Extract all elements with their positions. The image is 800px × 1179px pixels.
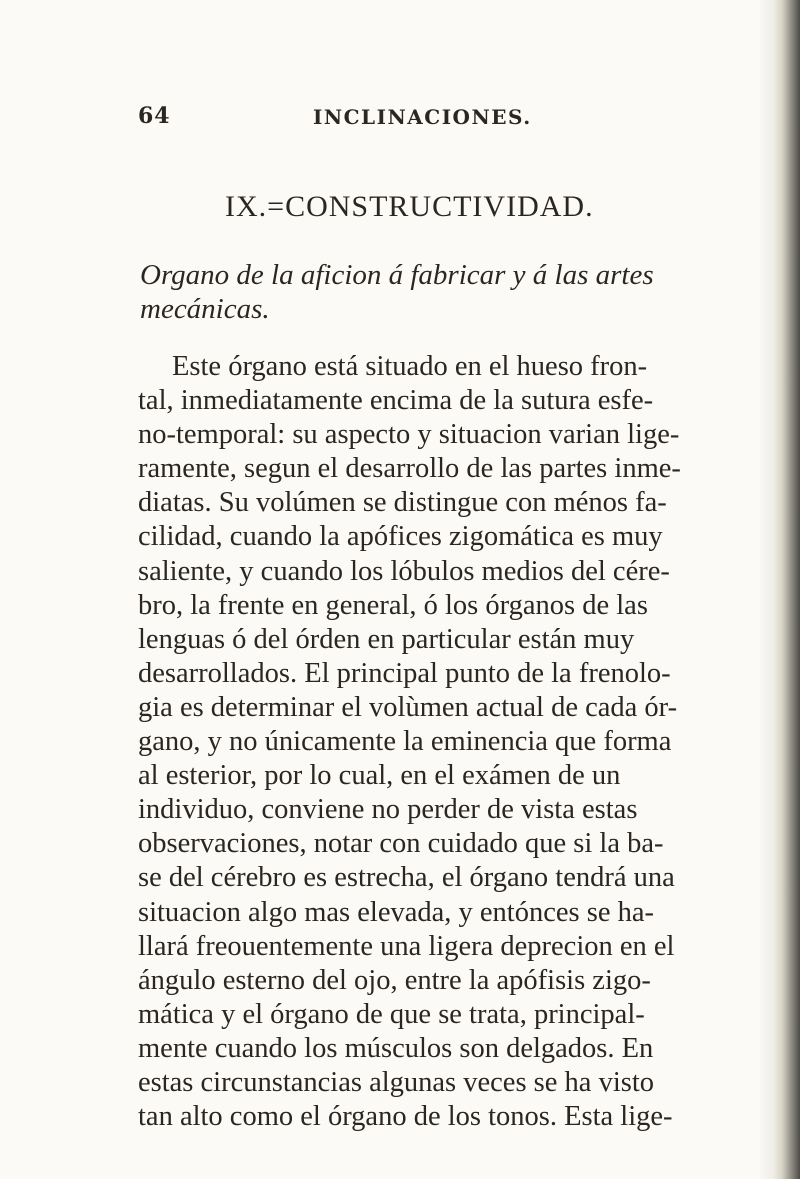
text-line: ramente, segun el desarrollo de las partes inme- <box>138 453 681 485</box>
text-line: Este órgano está situado en el hueso fron- <box>172 351 648 382</box>
text-line: al esterior, por lo cual, en el exámen de un <box>138 760 621 792</box>
binding-shadow <box>758 0 772 1179</box>
body-paragraph <box>138 350 718 1134</box>
text-line: desarrollados. El principal punto de la frenolo- <box>138 657 671 689</box>
text-line: diatas. Su volúmen se distingue con ménos fa- <box>138 487 667 519</box>
page-header <box>138 103 698 133</box>
text-line: tal, inmediatamente encima de la sutura esfe- <box>138 385 654 417</box>
text-line: mente cuando los músculos son delgados. En <box>138 1032 654 1064</box>
text-line: llará freouentemente una ligera deprecion en el <box>138 930 675 962</box>
text-line: individuo, conviene no perder de vista estas <box>138 794 638 826</box>
text-line: tan alto como el órgano de los tonos. Esta lige- <box>138 1101 673 1133</box>
text-line: estas circunstancias algunas veces se ha visto <box>138 1066 654 1098</box>
section-subtitle <box>140 258 700 326</box>
subtitle-line: mecánicas. <box>140 293 270 325</box>
text-line: ángulo esterno del ojo, entre la apófisis zigo- <box>138 964 651 996</box>
text-line: mática y el órgano de que se trata, principal- <box>138 998 645 1030</box>
text-line: gia es determinar el volùmen actual de cada ór- <box>138 691 678 723</box>
binding-edge <box>772 0 800 1179</box>
text-line: observaciones, notar con cuidado que si la ba- <box>138 828 664 860</box>
text-line: lenguas ó del órden en particular están muy <box>138 623 635 655</box>
text-line: gano, y no únicamente la eminencia que forma <box>138 726 672 758</box>
running-head: INCLINACIONES. <box>313 105 532 129</box>
text-line: se del cérebro es estrecha, el órgano tendrá una <box>138 862 675 894</box>
text-line: situacion algo mas elevada, y entónces se ha- <box>138 896 654 928</box>
text-line: no-temporal: su aspecto y situacion varian lige- <box>138 419 680 451</box>
text-line: saliente, y cuando los lóbulos medios del cére- <box>138 555 670 587</box>
subtitle-line: Organo de la aficion á fabricar y á las artes <box>140 259 654 291</box>
text-line: bro, la frente en general, ó los órganos de las <box>138 589 648 621</box>
section-title: IX.=CONSTRUCTIVIDAD. <box>225 190 594 223</box>
text-line: cilidad, cuando la apófices zigomática es muy <box>138 521 663 553</box>
page-number: 64 <box>138 103 171 129</box>
